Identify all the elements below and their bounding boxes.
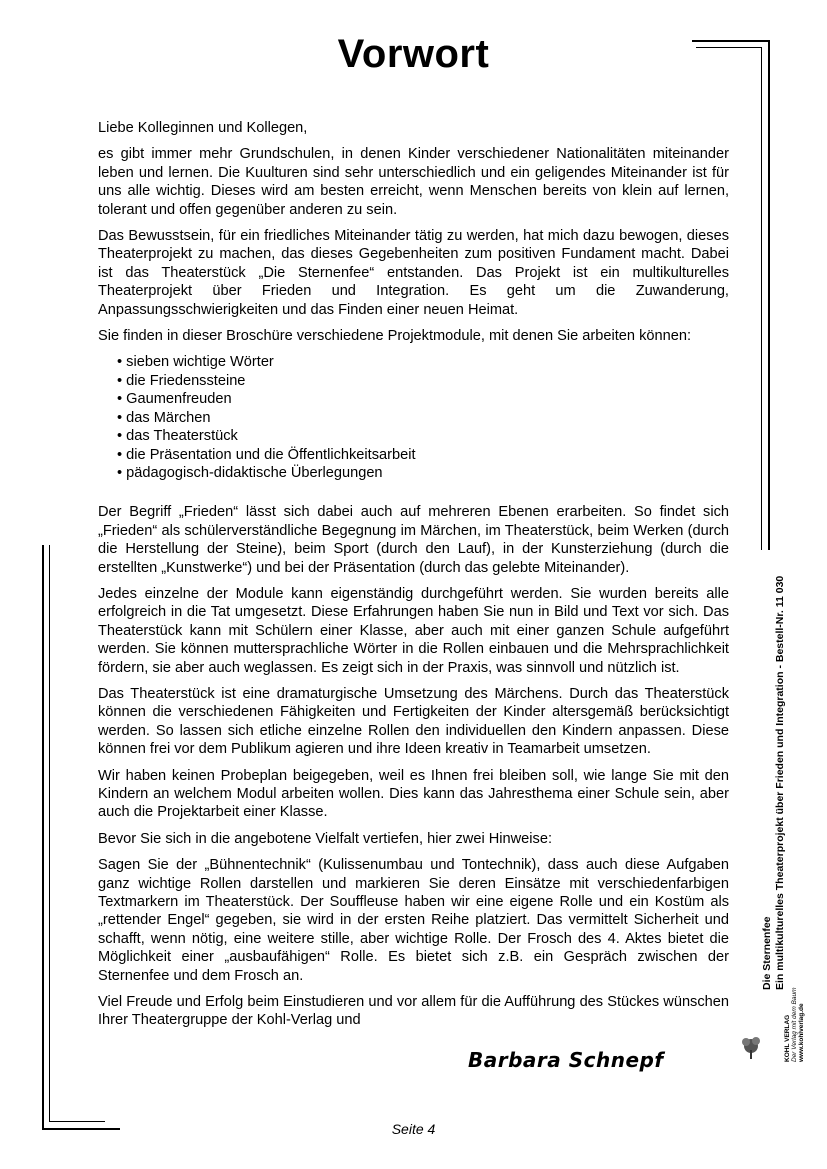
- page-number: Seite 4: [391, 1121, 436, 1137]
- letter-body: [98, 119, 729, 1038]
- sidebar-book-subtitle: Ein multikulturelles Theaterprojekt über Frieden und Integration - Bestell-Nr. 11 030: [773, 575, 786, 990]
- list-item: • die Präsentation und die Öffentlichkeitsarbeit: [117, 446, 729, 464]
- list-item: • das Märchen: [117, 409, 729, 427]
- list-item: • sieben wichtige Wörter: [117, 353, 729, 371]
- paragraph-main-2: Jedes einzelne der Module kann eigenständig durchgeführt werden. Sie wurden bereits alle erfolgreich in die Tat umgesetzt. Diese Erfahrungen haben Sie nun in Bild und Text vor sich. Das Theaterstück kann mit Schülern einer Klasse, aber auch mit einer ganzen Schule aufgeführt werden. Sie können muttersprachliche Wörter in die Rollen einbauen und die Mehrsprachlichkeit fördern, sie aber auch weglassen. Es zeigt sich in der Praxis, was sinnvoll und nützlich ist.: [98, 585, 729, 676]
- list-item: • pädagogisch-didaktische Überlegungen: [117, 464, 729, 482]
- paragraph-main-7: Viel Freude und Erfolg beim Einstudieren und vor allem für die Aufführung des Stückes wünschen Ihrer Theatergruppe der Kohl-Verlag und: [98, 994, 729, 1029]
- paragraph-intro-1: es gibt immer mehr Grundschulen, in denen Kinder verschiedener Nationalitäten miteinander leben und lernen. Die Kuulturen sind sehr unterschiedlich und ein geligendes Miteinander ist für uns alle wichtig. Dieses wird am besten erreicht, wenn Menschen bereits von klein auf lernen, tolerant und offen gegenüber anderen zu sein.: [98, 146, 729, 218]
- list-item: • Gaumenfreuden: [117, 390, 729, 408]
- paragraph-main-4: Wir haben keinen Probeplan beigegeben, weil es Ihnen frei bleiben soll, wie lange Sie mit den Kindern an welchem Modul arbeiten wollen. Dies kann das Jahresthema einer Schule sein, aber auch die Projektarbeit einer Klasse.: [98, 767, 729, 821]
- salutation: Liebe Kolleginnen und Kollegen,: [98, 120, 308, 136]
- module-list: [98, 353, 729, 482]
- frame-top-right-outer-vertical: [768, 40, 770, 550]
- paragraph-main-3: Das Theaterstück ist eine dramaturgische Umsetzung des Märchens. Durch das Theaterstück können die verschiedenen Fähigkeiten und Fertigkeiten der Kinder altersgemäß berücksichtigt werden. So lassen sich etliche einzelne Rollen den individuellen den Kindern anpassen. Diese können frei vor dem Publikum agieren und ihre Ideen kreativ in Teamarbeit umsetzen.: [98, 685, 729, 758]
- sidebar-book-title: Die Sternenfee: [761, 916, 773, 990]
- list-item: • das Theaterstück: [117, 427, 729, 445]
- frame-bottom-left-inner-vertical: [49, 545, 50, 1122]
- paragraph-main-1: Der Begriff „Frieden“ lässt sich dabei auch auf mehreren Ebenen erarbeiten. So findet sich „Frieden“ als schülerverständliche Begegnung im Märchen, im Theaterstück, beim Werken (durch die Herstellung der Steine), beim Sport (durch den Lauf), in der Kunsterziehung (durch die erstellten „Kunstwerke“) und bei der Präsentation (durch das gelebte Miteinander).: [98, 504, 729, 576]
- page-title: Vorwort: [337, 32, 490, 76]
- sidebar-publisher-info: [784, 987, 805, 1062]
- list-item: • die Friedenssteine: [117, 372, 729, 390]
- paragraph-intro-2: Das Bewusstsein, für ein friedliches Miteinander tätig zu werden, hat mich dazu bewogen, dieses Theaterprojekt zu machen, das dieses Gegebenheiten zum positiven Fundament macht. Dabei ist das Theaterstück „Die Sternenfee“ entstanden. Das Projekt ist ein multikulturelles Theaterprojekt über Frieden und Integration. Es geht um die Zuwanderung, Anpassungsschwierigkeiten und das Finden einer neuen Heimat.: [98, 228, 729, 318]
- publisher-url: www.kohlverlag.de: [798, 1003, 805, 1062]
- author-signature: Barbara Schnepf: [468, 1048, 664, 1072]
- publisher-logo-text: KOHL VERLAG: [784, 1014, 791, 1062]
- paragraph-main-5: Bevor Sie sich in die angebotene Vielfalt vertiefen, hier zwei Hinweise:: [98, 830, 553, 847]
- frame-top-right-inner-vertical: [761, 47, 762, 550]
- sidebar-book-info: [761, 530, 786, 990]
- paragraph-main-6: Sagen Sie der „Bühnentechnik“ (Kulissenumbau und Tontechnik), dass auch diese Aufgaben ganz wichtige Rollen darstellen und markieren Sie deren Einsätze mit verschiedenfarbigen Textmarkern im Theaterstück. Der Souffleuse haben wir eine eigene Rolle und ein Kostüm als „rettender Engel“ gegeben, sie wird in der ersten Reihe platziert. Das vermittelt Sicherheit und schafft, wenn nötig, eine weitere stille, aber wichtige Rolle. Der Frosch des 4. Aktes bietet die Möglichkeit einer „ausbaufähigen“ Rolle. Es bietet sich z.B. ein Gespräch zwischen der Sternenfee und dem Frosch an.: [98, 857, 729, 984]
- publisher-slogan: Der Verlag mit dem Baum: [791, 987, 798, 1062]
- paragraph-intro-3: Sie finden in dieser Broschüre verschiedene Projektmodule, mit denen Sie arbeiten können:: [98, 328, 692, 345]
- frame-bottom-left-outer-vertical: [42, 545, 44, 1130]
- publisher-tree-logo-icon: [740, 996, 770, 1066]
